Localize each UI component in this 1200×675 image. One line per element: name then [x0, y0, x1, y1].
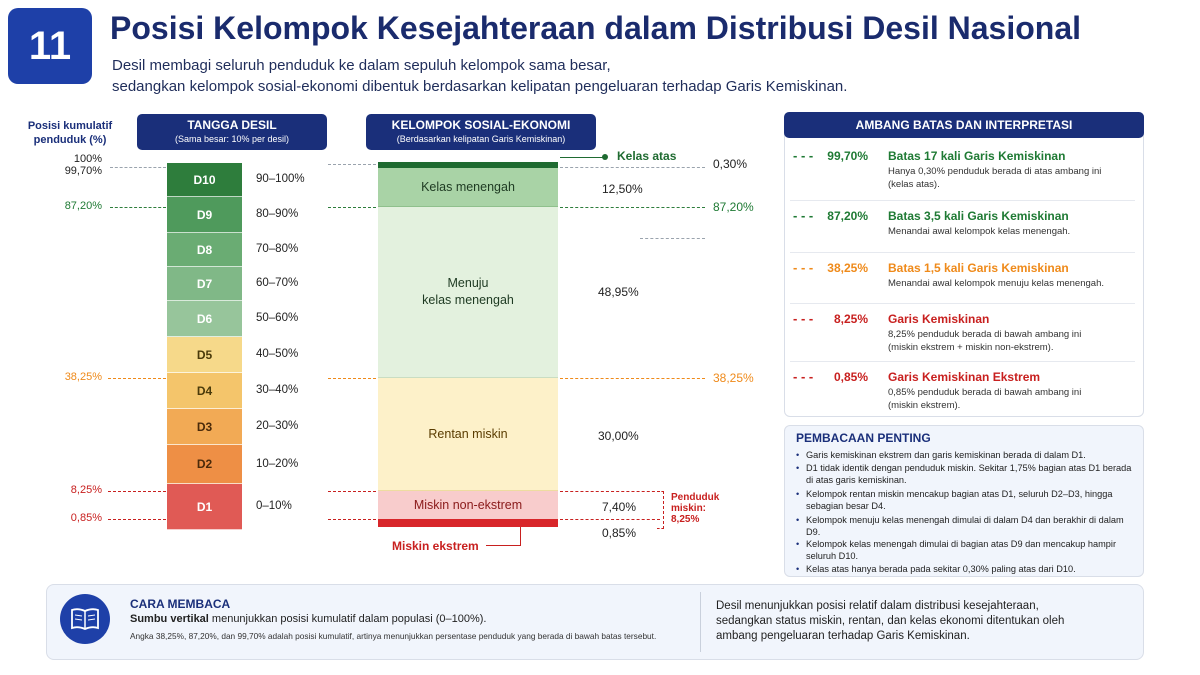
segment-miskin-ekstrem: [378, 519, 558, 527]
reading-guide-note: Angka 38,25%, 87,20%, dan 99,70% adalah posisi kumulatif, artinya menunjukkan persentase penduduk yang berada di bawah batas tersebut.: [130, 631, 657, 641]
threshold-value: 87,20%: [827, 209, 868, 223]
guide-line-3825-right: [560, 378, 705, 379]
guide-line-825-mid: [328, 491, 376, 492]
note-item: [796, 514, 1136, 538]
axis-title-line-2: penduduk (%): [33, 134, 107, 146]
decile-d9: D9: [167, 197, 242, 233]
guide-line-825-right: [560, 491, 660, 492]
note-text: • Kelompok menuju kelas menengah dimulai di dalam D4 dan berakhir di dalam D9.: [806, 515, 1124, 537]
guide-line-3825-left: [108, 378, 166, 379]
kelas-atas-label: Kelas atas: [617, 149, 677, 163]
kelas-atas-pointer-dot: [602, 154, 608, 160]
reading-guide-icon-circle: [60, 594, 110, 644]
footer-divider: [700, 592, 701, 652]
threshold-dash-marker: - - -: [793, 148, 814, 163]
note-text: • Kelompok rentan miskin mencakup bagian atas D1, seluruh D2–D3, hingga sebagian besar D4.: [806, 489, 1113, 511]
penduduk-miskin-line-3: 8,25%: [671, 514, 700, 525]
note-item: [796, 488, 1136, 512]
decile-range-d5: 40–50%: [256, 348, 299, 360]
pct-kelas-menengah: 12,50%: [602, 182, 643, 196]
decile-range-d10: 90–100%: [256, 173, 305, 185]
threshold-dash-marker: - - -: [793, 311, 814, 326]
threshold-title: Batas 3,5 kali Garis Kemiskinan: [888, 209, 1069, 223]
cum-label-9970: 99,70%: [64, 165, 102, 177]
threshold-dash-marker: - - -: [793, 260, 814, 275]
reading-guide-summary: [716, 599, 1064, 644]
guide-line-100-mid: [328, 164, 376, 165]
decile-range-d1: 0–10%: [256, 500, 292, 512]
kelas-atas-pointer-line: [560, 157, 604, 158]
decile-header-sub: (Sama besar: 10% per desil): [174, 134, 290, 144]
cum-label-8720: 87,20%: [64, 200, 102, 212]
decile-range-d6: 50–60%: [256, 312, 299, 324]
guide-line-right-extra: [640, 238, 705, 239]
threshold-description-2: (kelas atas).: [888, 179, 940, 190]
threshold-title: Garis Kemiskinan: [888, 312, 990, 326]
segment-rentan-miskin: Rentan miskin: [378, 378, 558, 491]
cum-label-085: 0,85%: [70, 512, 102, 524]
group-header-title: KELOMPOK SOSIAL-EKONOMI: [391, 118, 571, 132]
group-header-sub: (Berdasarkan kelipatan Garis Kemiskinan): [396, 134, 566, 144]
guide-line-8720-left: [110, 207, 166, 208]
decile-d10: D10: [167, 163, 242, 197]
threshold-value: 0,85%: [833, 370, 868, 384]
decile-range-d9: 80–90%: [256, 208, 299, 220]
right-label-3825: 38,25%: [713, 371, 754, 385]
segment-menuju-kelas-menengah: [378, 207, 558, 378]
decile-range-d3: 20–30%: [256, 420, 299, 432]
threshold-separator: [790, 200, 1135, 201]
pct-miskin-ekstrem: 0,85%: [602, 526, 637, 540]
miskin-ekstrem-pointer-horizontal: [486, 545, 521, 546]
guide-line-3825-mid: [328, 378, 376, 379]
pct-kelas-atas: 0,30%: [713, 157, 748, 171]
penduduk-miskin-label: [671, 492, 719, 525]
cum-label-3825: 38,25%: [64, 371, 102, 383]
threshold-separator: [790, 252, 1135, 253]
guide-line-9970-right: [560, 167, 705, 168]
segment-menuju-label-1: Menuju: [447, 276, 489, 290]
guide-line-825-left: [108, 491, 166, 492]
decile-range-d2: 10–20%: [256, 457, 299, 470]
notes-header: PEMBACAAN PENTING: [796, 431, 931, 445]
decile-range-d4: 30–40%: [256, 384, 299, 396]
decile-d1: D1: [167, 484, 242, 530]
note-text: • Kelompok kelas menengah dimulai di bagian atas D9 dan mencakup hampir seluruh D10.: [806, 539, 1117, 561]
threshold-title: Batas 1,5 kali Garis Kemiskinan: [888, 261, 1069, 275]
threshold-description: 8,25% penduduk berada di bawah ambang ini: [888, 329, 1082, 340]
note-text: • D1 tidak identik dengan penduduk miskin. Sekitar 1,75% bagian atas D1 berada di atas garis kemiskinan.: [806, 463, 1132, 485]
threshold-dash-marker: - - -: [793, 208, 814, 223]
segment-miskin-non-ekstrem: Miskin non-ekstrem: [378, 491, 558, 519]
threshold-dash-marker: - - -: [793, 369, 814, 384]
axis-title-line-1: Posisi kumulatif: [27, 120, 113, 132]
subtitle-line-2: sedangkan kelompok sosial-ekonomi dibentuk berdasarkan kelipatan pengeluaran terhadap Garis Kemiskinan.: [112, 78, 848, 95]
threshold-separator: [790, 303, 1135, 304]
page-subtitle: [112, 55, 847, 97]
threshold-panel-header: AMBANG BATAS DAN INTERPRETASI: [784, 112, 1144, 138]
note-item: [796, 449, 1136, 461]
cum-label-100: 100%: [73, 153, 102, 165]
pct-miskin-non-ekstrem: 7,40%: [602, 500, 637, 514]
reading-guide-summary-2: sedangkan status miskin, rentan, dan kelas ekonomi ditentukan oleh: [716, 615, 1065, 627]
decile-range-d8: 70–80%: [256, 243, 299, 255]
guide-line-085-mid: [328, 519, 376, 520]
decile-d3: D3: [167, 409, 242, 445]
segment-menuju-label-2: kelas menengah: [422, 293, 514, 307]
note-text: • Kelas atas hanya berada pada sekitar 0,30% paling atas dari D10.: [806, 564, 1076, 574]
open-book-icon: [70, 607, 100, 631]
pct-menuju-kelas-menengah: 48,95%: [598, 285, 639, 299]
reading-guide-summary-3: ambang pengeluaran terhadap Garis Kemiskinan.: [716, 630, 970, 642]
threshold-title: Batas 17 kali Garis Kemiskinan: [888, 149, 1066, 163]
reading-guide-line-1-rest: menunjukkan posisi kumulatif dalam populasi (0–100%).: [208, 613, 487, 625]
subtitle-line-1: Desil membagi seluruh penduduk ke dalam sepuluh kelompok sama besar,: [112, 57, 611, 74]
miskin-ekstrem-pointer-vertical: [520, 527, 521, 545]
threshold-title: Garis Kemiskinan Ekstrem: [888, 370, 1041, 384]
guide-line-100: [110, 167, 166, 168]
note-item: [796, 538, 1136, 562]
section-number-badge: 11: [8, 8, 92, 84]
decile-d5: D5: [167, 337, 242, 373]
guide-line-8720-right: [560, 207, 705, 208]
pct-rentan-miskin: 30,00%: [598, 429, 639, 443]
axis-title: [20, 119, 120, 147]
decile-d8: D8: [167, 233, 242, 267]
decile-ladder-header: [137, 114, 327, 150]
cum-label-825: 8,25%: [70, 484, 102, 496]
decile-range-d7: 60–70%: [256, 277, 299, 289]
decile-d4: D4: [167, 373, 242, 409]
decile-d2: D2: [167, 445, 242, 484]
penduduk-miskin-line-1: Penduduk: [671, 492, 720, 503]
note-item: [796, 462, 1136, 486]
note-item: [796, 563, 1136, 575]
threshold-description: Hanya 0,30% penduduk berada di atas ambang ini: [888, 166, 1102, 177]
threshold-separator: [790, 361, 1135, 362]
note-text: • Garis kemiskinan ekstrem dan garis kemiskinan berada di dalam D1.: [806, 450, 1086, 460]
penduduk-miskin-line-2: miskin:: [671, 503, 707, 514]
reading-guide-line-1-bold: Sumbu vertikal: [130, 613, 209, 625]
guide-line-085-right: [560, 519, 660, 520]
decile-header-title: TANGGA DESIL: [187, 118, 277, 132]
reading-guide-summary-1: Desil menunjukkan posisi relatif dalam distribusi kesejahteraan,: [716, 600, 1039, 612]
right-label-8720: 87,20%: [713, 200, 754, 214]
threshold-description: 0,85% penduduk berada di bawah ambang ini: [888, 387, 1082, 398]
decile-d7: D7: [167, 267, 242, 301]
reading-guide-line-1: [130, 613, 486, 625]
threshold-value: 8,25%: [833, 312, 868, 326]
guide-line-085-left: [108, 519, 166, 520]
threshold-value: 38,25%: [827, 261, 868, 275]
threshold-value: 99,70%: [827, 149, 868, 163]
decile-d6: D6: [167, 301, 242, 337]
threshold-description-2: (miskin ekstrem).: [888, 400, 961, 411]
segment-kelas-menengah: Kelas menengah: [378, 168, 558, 207]
penduduk-miskin-bracket: [657, 491, 664, 529]
page-title: Posisi Kelompok Kesejahteraan dalam Distribusi Desil Nasional: [110, 10, 1081, 46]
miskin-ekstrem-label: Miskin ekstrem: [392, 539, 479, 553]
threshold-description-2: (miskin ekstrem + miskin non-ekstrem).: [888, 342, 1054, 353]
guide-line-8720-mid: [328, 207, 376, 208]
threshold-description: Menandai awal kelompok kelas menengah.: [888, 226, 1071, 237]
threshold-description: Menandai awal kelompok menuju kelas menengah.: [888, 278, 1104, 289]
reading-guide-title: CARA MEMBACA: [130, 597, 231, 611]
socio-economic-group-header: [366, 114, 596, 150]
